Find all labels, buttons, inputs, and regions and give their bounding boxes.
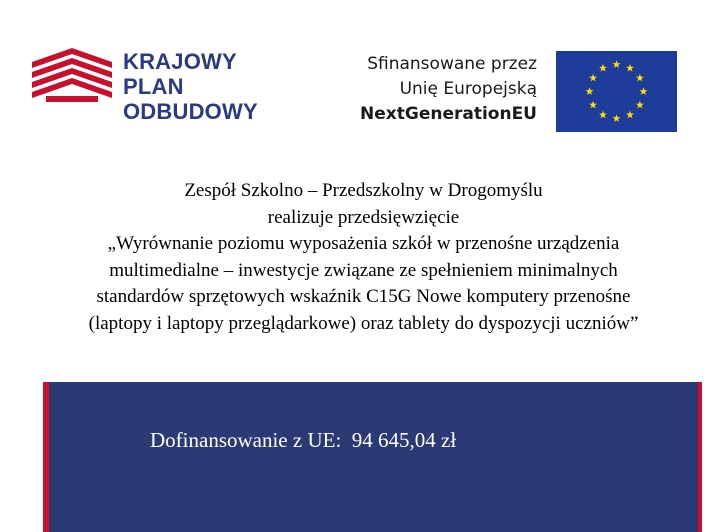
announcement-line-4: multimedialne – inwestycje związane ze spełnieniem minimalnych: [109, 259, 618, 281]
kpo-stripes-logo-icon: [32, 48, 112, 106]
announcement-line-2: realizuje przedsięwzięcie: [267, 206, 460, 228]
funding-box: [43, 382, 702, 532]
kpo-line-3: ODBUDOWY: [123, 99, 258, 124]
eu-line-2: Unię Europejską: [399, 79, 537, 99]
eu-line-1: Sfinansowane przez: [367, 54, 537, 74]
announcement-line-5: standardów sprzętowych wskaźnik C15G Nowe komputery przenośne: [96, 286, 631, 307]
announcement-line-3: „Wyrównanie poziomu wyposażenia szkół w przenośne urządzenia: [107, 233, 620, 254]
eu-flag-icon: [556, 51, 677, 132]
announcement-line-1: Zespół Szkolno – Przedszkolny w Drogomyślu: [184, 180, 543, 201]
eu-line-3: NextGenerationEU: [360, 104, 537, 124]
kpo-line-2: PLAN: [123, 74, 184, 99]
kpo-logo-text: [123, 49, 258, 124]
announcement-line-6: (laptopy i laptopy przeglądarkowe) oraz tablety do dyspozycji uczniów”: [88, 312, 639, 334]
funding-amount-text: Dofinansowanie z UE: 94 645,04 zł: [150, 428, 457, 452]
kpo-line-1: KRAJOWY: [123, 49, 237, 74]
announcement-text: [0, 178, 727, 337]
eu-funding-text: [360, 52, 537, 127]
